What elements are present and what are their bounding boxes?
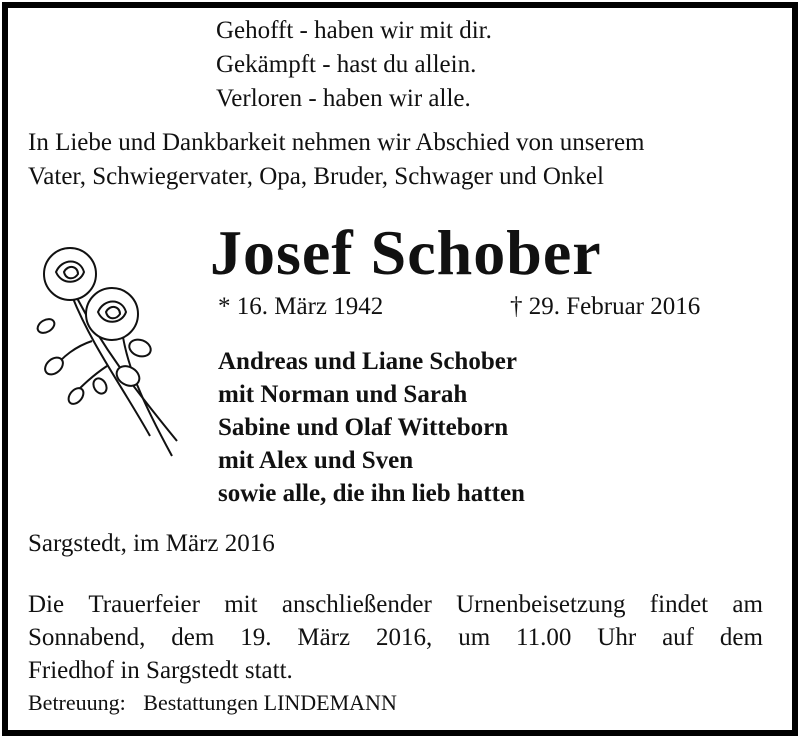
service-word: findet — [649, 591, 709, 618]
care-label: Betreuung: — [28, 690, 126, 715]
poem — [216, 14, 492, 116]
poem-line: Verloren - haben wir alle. — [216, 85, 471, 112]
roses-illustration-icon — [32, 236, 182, 471]
service-word: Trauerfeier — [88, 591, 200, 618]
service-word: 19. — [240, 624, 272, 651]
family-line: Andreas und Liane Schober — [218, 348, 517, 375]
service-word: dem — [171, 624, 215, 651]
intro-line: In Liebe und Dankbarkeit nehmen wir Abschied von unserem — [28, 129, 645, 156]
service-word: Sonnabend, — [28, 624, 146, 651]
poem-line: Gehofft - haben wir mit dir. — [216, 17, 492, 44]
service-word: 11.00 — [516, 624, 572, 651]
care-company: Bestattungen LINDEMANN — [143, 690, 397, 715]
service-word: mit — [224, 591, 258, 618]
place-date: Sargstedt, im März 2016 — [28, 530, 275, 557]
deceased-name: Josef Schober — [210, 217, 602, 288]
family-line: mit Norman und Sarah — [218, 381, 468, 408]
service-word: am — [732, 591, 763, 618]
service-info — [28, 588, 763, 687]
service-word: Urnenbeisetzung — [456, 591, 626, 618]
service-word: März — [297, 624, 351, 651]
service-word: auf — [662, 624, 694, 651]
birth-date: * 16. März 1942 — [218, 293, 384, 320]
family-line: mit Alex und Sven — [218, 447, 414, 474]
service-line — [28, 621, 763, 654]
family-line: Sabine und Olaf Witteborn — [218, 414, 509, 441]
service-line — [28, 588, 763, 621]
intro-line: Vater, Schwiegervater, Opa, Bruder, Schwager und Onkel — [28, 163, 604, 190]
death-date: † 29. Februar 2016 — [510, 293, 701, 320]
service-word: dem — [719, 624, 763, 651]
service-word: 2016, — [376, 624, 433, 651]
service-word: um — [458, 624, 491, 651]
funeral-care — [28, 690, 409, 716]
service-word: Uhr — [597, 624, 637, 651]
intro-text — [28, 126, 645, 194]
family-list — [218, 345, 525, 510]
poem-line: Gekämpft - hast du allein. — [216, 51, 477, 78]
service-word: anschließender — [281, 591, 432, 618]
family-line: sowie alle, die ihn lieb hatten — [218, 480, 525, 507]
service-word: Die — [28, 591, 65, 618]
service-line: Friedhof in Sargstedt statt. — [28, 657, 293, 684]
